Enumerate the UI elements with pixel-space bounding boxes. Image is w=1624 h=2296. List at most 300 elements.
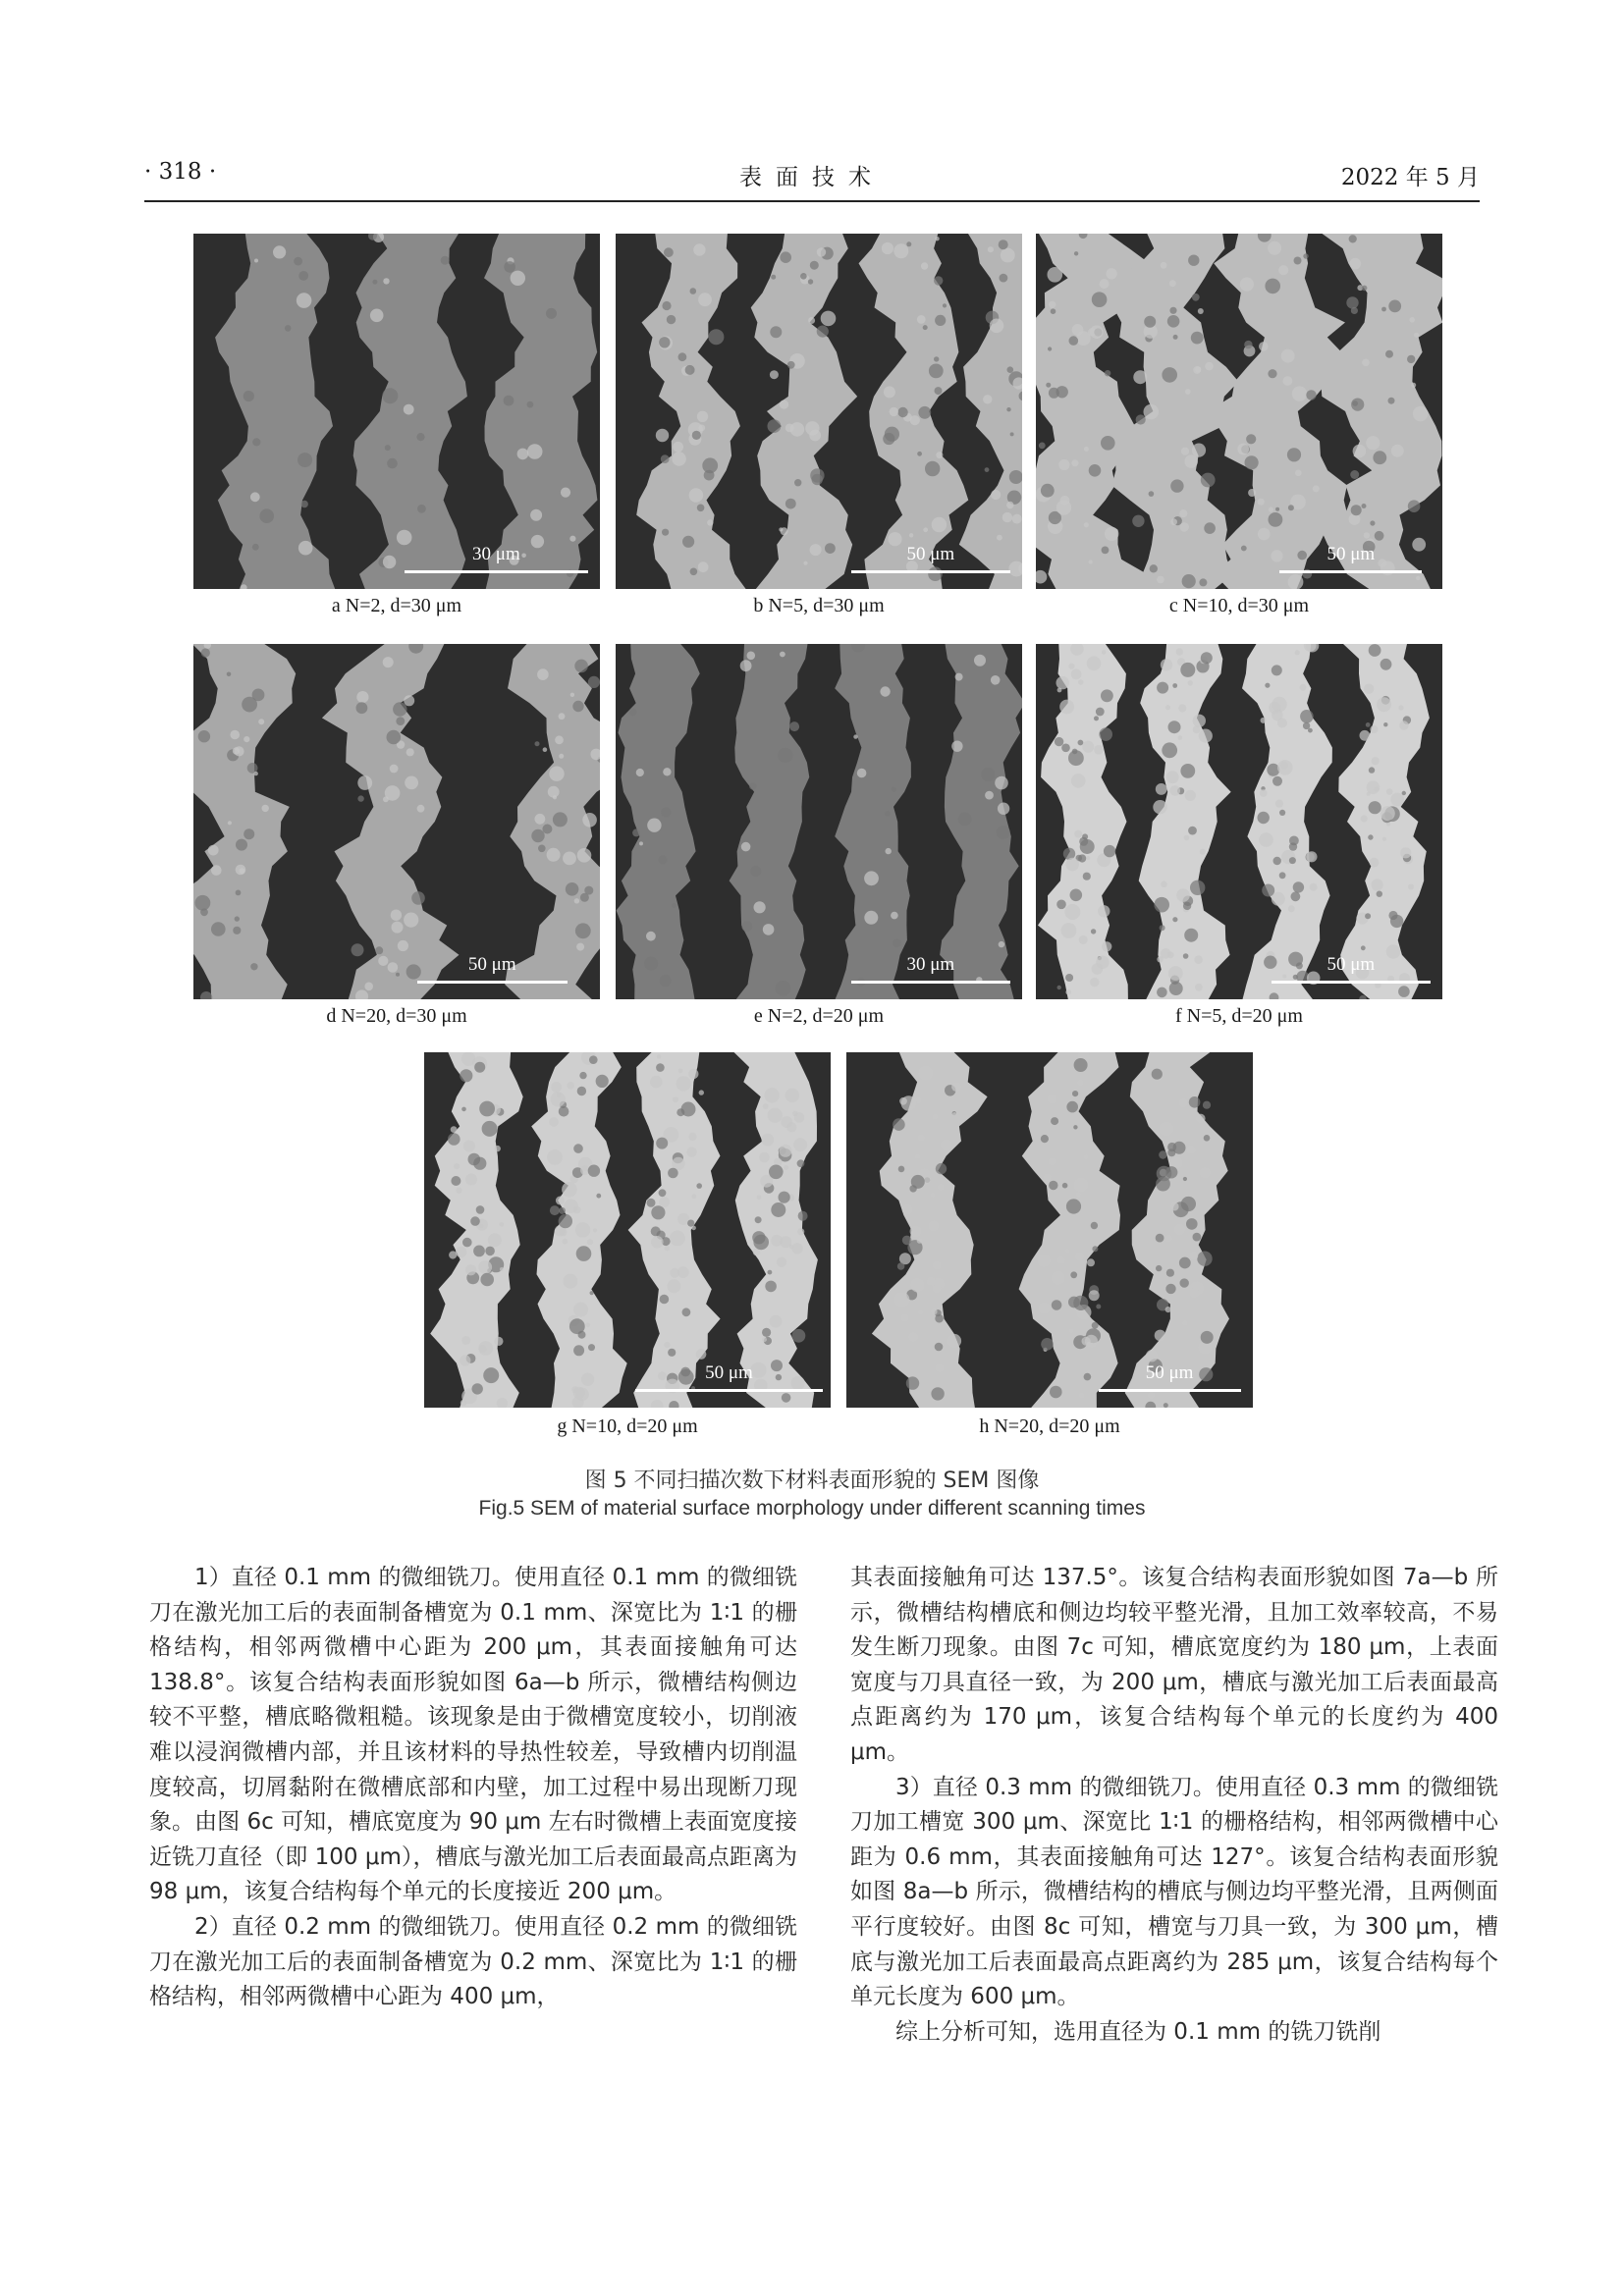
surface-grain (702, 457, 718, 473)
surface-grain (1408, 884, 1414, 890)
surface-grain (1102, 650, 1107, 655)
surface-grain (917, 315, 926, 324)
surface-grain (797, 1228, 804, 1235)
surface-grain (990, 319, 1004, 334)
page-number: · 318 · (144, 159, 217, 185)
surface-grain (1049, 1157, 1056, 1165)
surface-grain (504, 396, 514, 406)
surface-grain (632, 828, 640, 836)
surface-grain (1184, 929, 1198, 942)
surface-grain (1351, 399, 1364, 411)
surface-grain (698, 425, 705, 432)
surface-grain (574, 898, 579, 903)
scale-bar-line (635, 1389, 822, 1392)
surface-grain (1246, 434, 1256, 444)
surface-grain (556, 1197, 565, 1205)
surface-grain (252, 438, 260, 446)
surface-grain (1411, 383, 1416, 388)
surface-grain (708, 329, 724, 345)
surface-grain (929, 364, 944, 379)
surface-grain (1185, 790, 1196, 801)
surface-grain (1074, 830, 1082, 838)
surface-grain (1197, 1252, 1212, 1266)
surface-grain (1308, 728, 1313, 733)
surface-grain (1381, 307, 1386, 312)
journal-name: 表面技术 (739, 165, 885, 190)
surface-grain (1105, 370, 1110, 376)
surface-grain (1178, 1098, 1187, 1107)
surface-grain (1248, 489, 1256, 497)
surface-grain (1006, 407, 1010, 411)
surface-grain (651, 1236, 664, 1249)
paragraph-3: 3）直径 0.3 mm 的微细铣刀。使用直径 0.3 mm 的微细铣刀加工槽宽 300 μm、深宽比 1∶1 的栅格结构，相邻两微槽中心距为 0.6 mm，其表面接触角可达 127°。该复合结构表面形貌如图 8a—b 所示，微槽结构的槽底与侧边均平整光滑，且两侧面平行度较好。由图 8c 可知，槽宽与刀具一致，为 300 μm，槽底与激光加工后表面最高点距离约为 285 μm，该复合结构每个单元长度为 600 μm。 (850, 1774, 1498, 2010)
surface-grain (707, 519, 713, 525)
surface-grain (1084, 447, 1089, 452)
surface-grain (495, 1146, 501, 1151)
surface-grain (1265, 683, 1270, 688)
surface-grain (584, 886, 593, 895)
surface-grain (1090, 978, 1099, 987)
surface-grain (797, 1159, 805, 1167)
surface-grain (198, 730, 210, 742)
surface-grain (542, 825, 552, 834)
surface-grain (906, 241, 911, 246)
surface-grain (753, 1235, 769, 1251)
surface-grain (1416, 576, 1420, 580)
surface-grain (793, 1138, 807, 1151)
surface-grain (933, 1261, 942, 1270)
surface-grain (236, 865, 246, 876)
surface-grain (1159, 1150, 1166, 1158)
scale-bar (851, 534, 1009, 573)
surface-grain (482, 1121, 498, 1137)
surface-grain (1273, 857, 1281, 865)
surface-grain (779, 527, 783, 531)
surface-grain (356, 702, 368, 714)
surface-grain (454, 1163, 460, 1169)
surface-grain (770, 1315, 783, 1328)
surface-grain (1351, 307, 1358, 314)
surface-grain (864, 911, 878, 925)
surface-grain (934, 356, 939, 361)
surface-grain (1245, 455, 1259, 469)
surface-grain (383, 278, 389, 284)
surface-grain (578, 1331, 586, 1339)
surface-grain (688, 1133, 696, 1141)
surface-grain (906, 1376, 919, 1389)
surface-grain (931, 1308, 938, 1315)
sem-image-b (616, 234, 1022, 589)
surface-grain (1074, 251, 1078, 255)
surface-grain (1006, 502, 1013, 508)
surface-grain (1048, 267, 1063, 283)
surface-grain (777, 1257, 786, 1267)
surface-grain (885, 811, 891, 817)
surface-grain (1052, 1271, 1065, 1285)
surface-grain (543, 747, 548, 752)
surface-grain (1046, 383, 1051, 388)
surface-grain (665, 1246, 670, 1251)
surface-grain (910, 1278, 924, 1292)
surface-grain (1100, 279, 1110, 289)
surface-grain (1164, 1403, 1168, 1408)
surface-grain (1408, 500, 1421, 512)
surface-grain (1382, 837, 1386, 841)
surface-grain (923, 527, 928, 532)
surface-grain (687, 1220, 694, 1227)
surface-grain (500, 1222, 505, 1227)
surface-grain (252, 544, 259, 551)
scale-bar (635, 1353, 822, 1392)
surface-grain (1190, 881, 1205, 895)
surface-grain (566, 882, 579, 896)
surface-grain (1051, 308, 1056, 314)
surface-grain (891, 912, 898, 920)
surface-grain (682, 1308, 691, 1316)
surface-grain (1065, 858, 1079, 872)
surface-grain (1203, 1101, 1211, 1109)
surface-grain (947, 1334, 961, 1348)
surface-grain (991, 490, 1001, 500)
surface-grain (250, 492, 260, 502)
surface-grain (686, 1147, 696, 1156)
surface-grain (1272, 776, 1282, 786)
surface-grain (915, 1153, 920, 1158)
surface-grain (1204, 1135, 1211, 1142)
surface-grain (1044, 1173, 1052, 1181)
surface-grain (1258, 812, 1270, 824)
surface-grain (568, 1082, 574, 1089)
surface-grain (794, 479, 801, 486)
scale-bar-label: 50 μm (1326, 954, 1376, 975)
surface-grain (658, 855, 667, 864)
surface-grain (656, 1063, 665, 1072)
surface-grain (1192, 444, 1206, 457)
surface-grain (1168, 966, 1183, 981)
surface-grain (817, 247, 826, 256)
surface-grain (1179, 509, 1187, 517)
surface-grain (1069, 336, 1079, 346)
surface-grain (1064, 904, 1080, 920)
surface-grain (559, 1207, 566, 1214)
surface-grain (1059, 700, 1074, 715)
panel-caption-f: f N=5, d=20 μm (1175, 1005, 1303, 1027)
surface-grain (1193, 715, 1206, 727)
surface-grain (951, 741, 962, 752)
surface-grain (1414, 333, 1419, 338)
surface-grain (692, 1194, 697, 1199)
surface-grain (1289, 842, 1297, 850)
surface-grain (1240, 278, 1254, 292)
surface-grain (1360, 730, 1371, 741)
surface-grain (1065, 974, 1073, 982)
surface-grain (1057, 986, 1061, 989)
surface-grain (1198, 308, 1204, 314)
scale-bar-label: 50 μm (1326, 544, 1376, 564)
surface-grain (1180, 764, 1195, 778)
surface-grain (441, 256, 450, 265)
sem-image-d (193, 644, 600, 999)
surface-grain (1010, 432, 1014, 436)
surface-grain (1195, 366, 1201, 372)
surface-grain (692, 431, 701, 440)
surface-grain (1391, 445, 1404, 457)
surface-grain (1173, 1142, 1186, 1154)
surface-grain (952, 1112, 956, 1116)
surface-grain (663, 768, 671, 775)
surface-grain (880, 686, 890, 696)
surface-grain (551, 1082, 562, 1093)
surface-grain (1074, 1058, 1088, 1072)
surface-grain (1157, 988, 1167, 998)
surface-grain (935, 237, 939, 240)
surface-grain (668, 1168, 678, 1179)
surface-grain (244, 828, 254, 839)
surface-grain (1390, 793, 1404, 807)
surface-grain (483, 1367, 499, 1383)
surface-grain (1189, 1096, 1201, 1108)
surface-grain (747, 652, 756, 661)
surface-grain (1041, 484, 1055, 498)
surface-grain (535, 741, 540, 746)
surface-grain (776, 981, 791, 996)
surface-grain (391, 910, 402, 921)
surface-grain (572, 701, 583, 712)
surface-grain (1092, 1246, 1098, 1252)
scale-bar-line (851, 570, 1009, 573)
surface-grain (780, 1145, 792, 1157)
sem-image-c (1036, 234, 1442, 589)
surface-grain (390, 765, 399, 774)
surface-grain (1241, 546, 1247, 552)
surface-grain (1079, 935, 1088, 944)
surface-grain (1370, 520, 1375, 525)
surface-grain (1170, 785, 1181, 796)
surface-grain (404, 695, 414, 706)
surface-grain (1295, 470, 1302, 477)
surface-grain (1295, 650, 1300, 655)
surface-grain (1148, 1392, 1155, 1399)
surface-grain (1183, 953, 1189, 959)
surface-grain (574, 660, 588, 673)
surface-grain (1105, 527, 1118, 541)
surface-grain (1205, 362, 1214, 371)
surface-grain (1259, 832, 1273, 847)
surface-grain (656, 429, 669, 442)
surface-grain (936, 452, 943, 458)
surface-grain (1071, 459, 1078, 466)
surface-grain (1096, 956, 1109, 969)
surface-grain (792, 1329, 806, 1343)
surface-grain (1362, 286, 1368, 292)
surface-grain (549, 767, 564, 781)
surface-grain (590, 1291, 594, 1295)
surface-grain (1277, 719, 1287, 728)
surface-grain (780, 251, 791, 263)
surface-grain (301, 501, 308, 507)
surface-grain (1277, 760, 1293, 775)
surface-grain (1041, 1338, 1054, 1351)
surface-grain (250, 963, 257, 970)
surface-grain (659, 1197, 670, 1207)
surface-grain (1055, 737, 1063, 746)
surface-grain (555, 735, 564, 744)
surface-grain (825, 543, 836, 554)
surface-grain (1090, 325, 1104, 339)
surface-grain (1077, 1080, 1083, 1086)
surface-grain (1007, 366, 1014, 373)
surface-grain (457, 1188, 462, 1194)
surface-grain (1367, 780, 1380, 794)
surface-grain (785, 499, 796, 509)
surface-grain (356, 691, 368, 703)
surface-grain (1194, 955, 1203, 964)
surface-grain (1082, 1337, 1091, 1346)
surface-grain (530, 509, 542, 521)
surface-grain (1364, 684, 1374, 694)
surface-grain (1398, 986, 1410, 997)
surface-grain (886, 848, 892, 854)
surface-grain (780, 400, 788, 408)
surface-grain (396, 717, 405, 725)
surface-grain (236, 839, 247, 851)
surface-grain (1350, 258, 1362, 270)
scale-bar-line (1279, 570, 1422, 573)
surface-grain (1157, 576, 1164, 584)
surface-grain (1369, 644, 1381, 657)
surface-grain (575, 923, 591, 938)
surface-grain (1310, 883, 1318, 891)
surface-grain (779, 1192, 790, 1203)
surface-grain (1178, 704, 1186, 712)
surface-grain (1183, 902, 1191, 910)
surface-grain (664, 247, 674, 257)
surface-grain (677, 1108, 684, 1116)
surface-grain (657, 1054, 661, 1058)
surface-grain (1365, 913, 1371, 919)
surface-grain (372, 280, 377, 285)
surface-grain (1388, 300, 1401, 313)
surface-grain (254, 259, 258, 263)
surface-grain (1386, 788, 1393, 795)
surface-grain (763, 1103, 769, 1109)
paragraph-1: 1）直径 0.1 mm 的微细铣刀。使用直径 0.1 mm 的微细铣刀在激光加工后的表面制备槽宽为 0.1 mm、深宽比为 1∶1 的栅格结构，相邻两微槽中心距为 200 μm，其表面接触角可达 138.8°。该复合结构表面形貌如图 6a—b 所示，微槽结构侧边较不平整，槽底略微粗糙。该现象是由于微槽宽度较小，切削液难以浸润微槽内部，并且该材料的导热性较差，导致槽内切削温度较高，切屑黏附在微槽底部和内壁，加工过程中易出现断刀现象。由图 6c 可知，槽底宽度为 90 μm 左右时微槽上表面宽度接近铣刀直径（即 100 μm），槽底与激光加工后表面最高点距离为 98 μm，该复合结构每个单元的长度接近 200 μm。 (149, 1565, 797, 1905)
surface-grain (1176, 888, 1190, 902)
surface-grain (1002, 512, 1012, 522)
surface-grain (1098, 905, 1110, 917)
surface-grain (211, 922, 226, 936)
surface-grain (780, 652, 785, 658)
surface-grain (234, 746, 244, 756)
surface-grain (511, 271, 525, 286)
surface-grain (787, 361, 795, 369)
surface-grain (1165, 705, 1170, 710)
surface-grain (1172, 683, 1177, 688)
surface-grain (1167, 315, 1180, 328)
surface-grain (1160, 925, 1165, 931)
surface-grain (677, 1266, 689, 1278)
surface-grain (1281, 349, 1295, 363)
surface-grain (1049, 388, 1059, 399)
surface-grain (759, 1152, 770, 1163)
scale-bar-label: 30 μm (472, 544, 520, 564)
surface-grain (651, 1226, 661, 1236)
surface-grain (364, 983, 373, 991)
surface-grain (1058, 459, 1069, 470)
surface-grain (1132, 515, 1144, 527)
surface-grain (1306, 851, 1317, 862)
surface-grain (647, 1199, 656, 1207)
surface-grain (451, 1126, 458, 1133)
sem-image-g (424, 1052, 831, 1408)
surface-grain (740, 660, 752, 671)
surface-grain (485, 1247, 495, 1256)
scale-bar-line (405, 570, 587, 573)
surface-grain (383, 556, 396, 568)
surface-grain (1070, 889, 1083, 902)
surface-grain (273, 245, 286, 258)
surface-grain (357, 775, 372, 790)
surface-grain (661, 454, 670, 463)
surface-grain (938, 1184, 945, 1191)
surface-grain (474, 1062, 485, 1073)
surface-grain (1000, 274, 1008, 283)
surface-grain (899, 1097, 907, 1105)
surface-grain (1079, 1393, 1085, 1399)
surface-grain (1268, 241, 1281, 255)
surface-grain (411, 891, 425, 905)
surface-grain (405, 776, 418, 790)
surface-grain (1084, 1373, 1092, 1381)
surface-grain (918, 406, 931, 419)
surface-grain (770, 326, 782, 338)
surface-grain (890, 407, 898, 416)
scale-bar (1272, 944, 1430, 984)
surface-grain (378, 956, 388, 966)
surface-grain (1174, 1224, 1185, 1235)
surface-grain (1149, 491, 1155, 497)
surface-grain (1265, 279, 1280, 294)
surface-grain (659, 337, 670, 347)
surface-grain (769, 1165, 784, 1180)
surface-grain (233, 927, 241, 934)
surface-grain (1084, 1154, 1089, 1159)
surface-grain (660, 1295, 670, 1305)
running-header (144, 159, 1480, 198)
surface-grain (1169, 280, 1176, 287)
surface-grain (1237, 444, 1249, 455)
surface-grain (1292, 386, 1307, 400)
surface-grain (1179, 522, 1189, 532)
surface-grain (537, 668, 549, 680)
panel-caption-e: e N=2, d=20 μm (753, 1005, 885, 1027)
surface-grain (784, 1165, 788, 1170)
paragraph-4-start: 综上分析可知，选用直径为 0.1 mm 的铣刀铣削 (895, 2018, 1381, 2045)
surface-grain (1078, 740, 1084, 746)
surface-grain (500, 1267, 504, 1271)
surface-grain (1362, 504, 1367, 508)
surface-grain (547, 848, 561, 862)
surface-grain (689, 488, 704, 503)
surface-grain (662, 301, 671, 310)
surface-grain (943, 303, 947, 307)
surface-grain (1170, 518, 1177, 525)
surface-grain (1380, 659, 1392, 670)
surface-grain (1313, 485, 1320, 492)
surface-grain (577, 1087, 586, 1095)
surface-grain (1372, 757, 1380, 765)
surface-grain (1154, 897, 1169, 913)
